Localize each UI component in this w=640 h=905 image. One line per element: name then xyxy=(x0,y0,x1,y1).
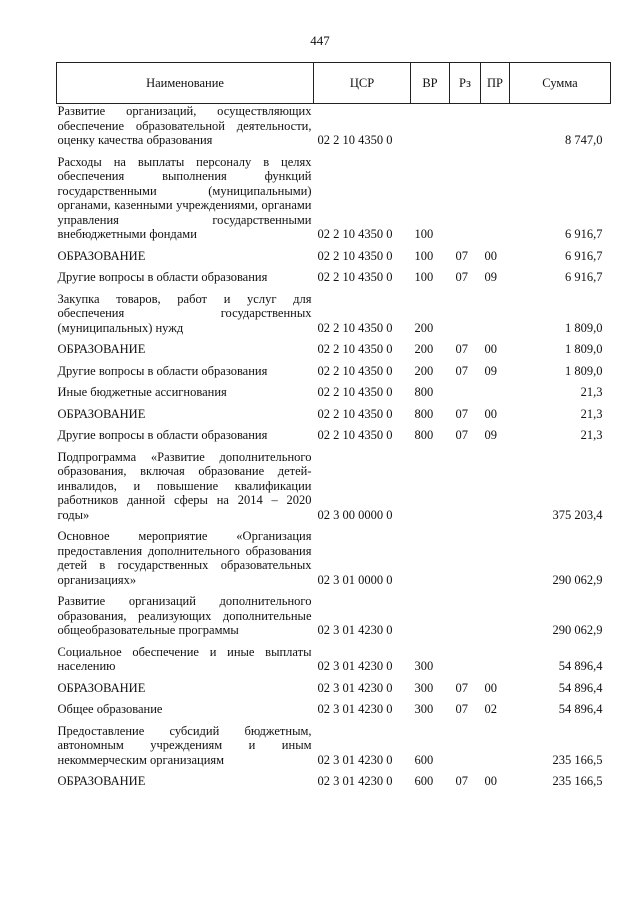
table-row xyxy=(57,770,611,792)
table-row xyxy=(57,446,611,526)
cell-rz xyxy=(450,590,481,641)
table-row xyxy=(57,641,611,677)
cell-name: ОБРАЗОВАНИЕ xyxy=(57,248,146,263)
cell-csr: 02 3 00 0000 0 xyxy=(317,507,393,522)
cell-name: Основное мероприятие «Организация предоставления дополнительного образования детей в государственных образовательных организациях» xyxy=(57,529,312,587)
cell-rz: 07 xyxy=(455,270,468,284)
cell-sum: 235 166,5 xyxy=(552,752,603,767)
cell-rz: 07 xyxy=(455,406,468,421)
cell-csr: 02 3 01 0000 0 xyxy=(317,572,393,587)
cell-sum: 235 166,5 xyxy=(552,774,603,788)
cell-csr: 02 3 01 4230 0 xyxy=(317,659,393,673)
cell-sum: 54 896,4 xyxy=(558,680,603,695)
cell-rz: 07 xyxy=(455,702,468,716)
table-row xyxy=(57,677,611,699)
table-row xyxy=(57,104,611,151)
cell-vr xyxy=(411,525,450,590)
cell-sum: 21,3 xyxy=(580,406,603,421)
cell-rz xyxy=(450,641,481,677)
cell-rz xyxy=(450,104,481,151)
cell-vr: 200 xyxy=(414,342,434,356)
cell-csr: 02 2 10 4350 0 xyxy=(317,133,393,147)
cell-pr xyxy=(481,381,510,403)
cell-sum: 290 062,9 xyxy=(552,623,603,637)
cell-sum: 1 809,0 xyxy=(565,342,603,356)
cell-sum: 1 809,0 xyxy=(565,363,603,378)
cell-rz: 07 xyxy=(455,680,468,695)
cell-rz xyxy=(450,525,481,590)
cell-pr: 09 xyxy=(484,428,497,442)
cell-rz xyxy=(450,151,481,245)
cell-rz xyxy=(450,288,481,339)
cell-name: Предоставление субсидий бюджетным, автономным учреждениям и иным некоммерческим организациям xyxy=(57,723,312,767)
cell-vr: 600 xyxy=(414,752,434,767)
cell-vr: 800 xyxy=(414,428,434,442)
cell-pr: 09 xyxy=(484,363,497,378)
table-row xyxy=(57,720,611,771)
cell-rz: 07 xyxy=(455,248,468,263)
cell-name: Развитие организаций, осуществляющих обеспечение образовательной деятельности, оценку качества образования xyxy=(57,104,312,147)
cell-rz: 07 xyxy=(455,342,468,356)
cell-csr: 02 3 01 4230 0 xyxy=(317,752,393,767)
cell-pr xyxy=(481,525,510,590)
cell-name: Развитие организаций дополнительного образования, реализующих дополнительные общеобразовательные программы xyxy=(57,594,312,637)
cell-vr: 600 xyxy=(414,774,434,788)
table-row xyxy=(57,360,611,382)
cell-name: Другие вопросы в области образования xyxy=(57,270,268,284)
cell-name: ОБРАЗОВАНИЕ xyxy=(57,680,146,695)
table-row xyxy=(57,525,611,590)
cell-pr xyxy=(481,104,510,151)
cell-rz: 07 xyxy=(455,363,468,378)
cell-pr xyxy=(481,151,510,245)
cell-vr: 800 xyxy=(414,406,434,421)
cell-vr xyxy=(411,104,450,151)
table-row xyxy=(57,403,611,425)
cell-csr: 02 3 01 4230 0 xyxy=(317,702,393,716)
cell-name: ОБРАЗОВАНИЕ xyxy=(57,342,146,356)
budget-table-container xyxy=(56,62,610,792)
budget-table xyxy=(56,62,611,792)
header-pr: ПР xyxy=(481,63,510,104)
cell-sum: 8 747,0 xyxy=(565,133,603,147)
cell-csr: 02 2 10 4350 0 xyxy=(317,385,393,399)
table-header xyxy=(57,63,611,104)
cell-csr: 02 2 10 4350 0 xyxy=(317,227,393,241)
header-vr: ВР xyxy=(411,63,450,104)
cell-name: Общее образование xyxy=(57,702,163,716)
cell-name: Социальное обеспечение и иные выплаты населению xyxy=(57,644,312,673)
cell-sum: 21,3 xyxy=(580,428,603,442)
cell-vr: 200 xyxy=(414,363,434,378)
page-number: 447 xyxy=(310,33,330,48)
cell-rz xyxy=(450,720,481,771)
cell-sum: 6 916,7 xyxy=(565,248,603,263)
cell-vr: 200 xyxy=(414,320,434,335)
cell-csr: 02 3 01 4230 0 xyxy=(317,680,393,695)
cell-name: Подпрограмма «Развитие дополнительного образования, включая образование детей-инвалидов, и повышение квалификации работников данной сферы на 2014 – 2020 годы» xyxy=(57,449,312,522)
table-row xyxy=(57,424,611,446)
cell-name: ОБРАЗОВАНИЕ xyxy=(57,774,146,788)
cell-pr xyxy=(481,590,510,641)
cell-rz: 07 xyxy=(455,428,468,442)
cell-vr: 100 xyxy=(414,227,434,241)
cell-vr: 300 xyxy=(414,702,434,716)
table-row xyxy=(57,151,611,245)
cell-name: Закупка товаров, работ и услуг для обеспечения государственных (муниципальных) нужд xyxy=(57,291,312,335)
cell-csr: 02 2 10 4350 0 xyxy=(317,342,393,356)
cell-sum: 290 062,9 xyxy=(552,572,603,587)
table-row xyxy=(57,381,611,403)
cell-vr xyxy=(411,590,450,641)
cell-pr xyxy=(481,720,510,771)
cell-name: Расходы на выплаты персоналу в целях обеспечения выполнения функций государственными (муниципальными) органами, казенными учреждениями, органами управления государственными внебюджетными фондами xyxy=(57,154,312,241)
cell-csr: 02 2 10 4350 0 xyxy=(317,406,393,421)
header-rz: Рз xyxy=(450,63,481,104)
cell-pr xyxy=(481,288,510,339)
table-row xyxy=(57,590,611,641)
cell-pr: 00 xyxy=(484,774,497,788)
cell-sum: 54 896,4 xyxy=(558,702,603,716)
table-row xyxy=(57,288,611,339)
cell-csr: 02 2 10 4350 0 xyxy=(317,248,393,263)
header-sum: Сумма xyxy=(510,63,611,104)
cell-csr: 02 2 10 4350 0 xyxy=(317,428,393,442)
cell-sum: 6 916,7 xyxy=(565,270,603,284)
cell-sum: 1 809,0 xyxy=(565,320,603,335)
cell-name: Другие вопросы в области образования xyxy=(57,428,268,442)
cell-pr: 02 xyxy=(484,702,497,716)
table-body xyxy=(57,104,611,792)
cell-pr: 09 xyxy=(484,270,497,284)
cell-name: Иные бюджетные ассигнования xyxy=(57,385,227,399)
header-name: Наименование xyxy=(57,63,314,104)
cell-csr: 02 3 01 4230 0 xyxy=(317,774,393,788)
cell-sum: 6 916,7 xyxy=(565,227,603,241)
cell-vr xyxy=(411,446,450,526)
cell-pr: 00 xyxy=(484,342,497,356)
cell-sum: 21,3 xyxy=(580,385,603,399)
cell-sum: 54 896,4 xyxy=(558,659,603,673)
cell-sum: 375 203,4 xyxy=(552,507,603,522)
cell-pr xyxy=(481,446,510,526)
cell-vr: 300 xyxy=(414,680,434,695)
cell-pr: 00 xyxy=(484,248,497,263)
cell-csr: 02 2 10 4350 0 xyxy=(317,270,393,284)
table-row xyxy=(57,266,611,288)
cell-csr: 02 3 01 4230 0 xyxy=(317,623,393,637)
cell-rz xyxy=(450,381,481,403)
cell-rz xyxy=(450,446,481,526)
table-row xyxy=(57,338,611,360)
cell-pr xyxy=(481,641,510,677)
cell-name: Другие вопросы в области образования xyxy=(57,363,268,378)
table-row xyxy=(57,698,611,720)
cell-vr: 100 xyxy=(414,270,434,284)
cell-csr: 02 2 10 4350 0 xyxy=(317,320,393,335)
cell-vr: 100 xyxy=(414,248,434,263)
cell-vr: 300 xyxy=(414,659,434,673)
header-csr: ЦСР xyxy=(314,63,411,104)
cell-name: ОБРАЗОВАНИЕ xyxy=(57,406,146,421)
cell-csr: 02 2 10 4350 0 xyxy=(317,363,393,378)
cell-pr: 00 xyxy=(484,406,497,421)
table-row xyxy=(57,245,611,267)
cell-vr: 800 xyxy=(414,385,434,399)
cell-pr: 00 xyxy=(484,680,497,695)
cell-rz: 07 xyxy=(455,774,468,788)
